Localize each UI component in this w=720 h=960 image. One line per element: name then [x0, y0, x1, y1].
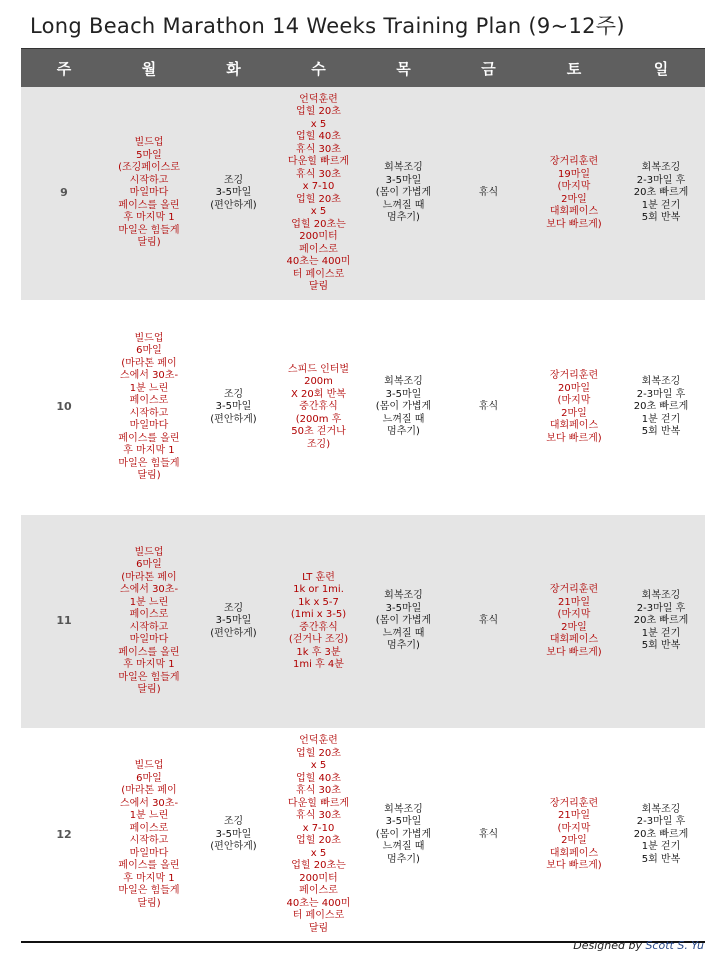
tuesday-cell: 조깅 3-5마일 (편안하게)	[210, 388, 257, 425]
sunday-cell: 회복조깅 2-3마일 후 20초 빠르게 1분 걷기 5회 반복	[633, 162, 689, 224]
header-week: 주	[56, 59, 72, 78]
credit-name: Scott S. Yu	[645, 939, 704, 952]
week-number: 9	[60, 186, 68, 200]
table-row	[21, 300, 705, 515]
header-fri: 금	[481, 59, 496, 78]
sunday-cell: 회복조깅 2-3마일 후 20초 빠르게 1분 걷기 5회 반복	[633, 803, 689, 865]
saturday-cell: 장거리훈련 20마일 (마지막 2마일 대회페이스 보다 빠르게)	[546, 370, 602, 444]
tuesday-cell: 조깅 3-5마일 (편안하게)	[210, 174, 257, 211]
table-row	[21, 515, 705, 728]
table-row	[21, 87, 705, 300]
week-number: 10	[56, 400, 72, 414]
week-number: 12	[56, 827, 72, 841]
saturday-cell: 장거리훈련 19마일 (마지막 2마일 대회페이스 보다 빠르게)	[546, 156, 602, 230]
saturday-cell: 장거리훈련 21마일 (마지막 2마일 대회페이스 보다 빠르게)	[546, 797, 602, 871]
thursday-cell: 회복조깅 3-5마일 (몸이 가볍게 느껴질 때 멈추기)	[375, 803, 432, 865]
monday-cell: 빌드업 6마일 (마라톤 페이 스에서 30초- 1분 느린 페이스로 시작하고 마일마다 페이스를 올린 후 마지막 1 마일은 힘들게 달림)	[118, 546, 180, 695]
wednesday-cell: 스피드 인터벌 200m X 20회 반복 중간휴식 (200m 후 50초 걷거나 조깅)	[287, 363, 350, 450]
friday-cell: 휴식	[478, 615, 499, 627]
thursday-cell: 회복조깅 3-5마일 (몸이 가볍게 느껴질 때 멈추기)	[375, 162, 432, 224]
thursday-cell: 회복조깅 3-5마일 (몸이 가볍게 느껴질 때 멈추기)	[375, 590, 432, 652]
header-mon: 월	[141, 59, 157, 78]
header-sat: 토	[566, 59, 582, 78]
friday-cell: 휴식	[478, 828, 499, 840]
page-title: Long Beach Marathon 14 Weeks Training Plan (9~12주)	[30, 14, 625, 38]
wednesday-cell: LT 훈련 1k or 1mi. 1k x 5-7 (1mi x 3-5) 중간휴식 (걷거나 조깅) 1k 후 3분 1mi 후 4분	[288, 571, 349, 670]
tuesday-cell: 조깅 3-5마일 (편안하게)	[210, 816, 257, 853]
header-thu: 목	[396, 59, 411, 78]
tuesday-cell: 조깅 3-5마일 (편안하게)	[210, 602, 257, 639]
sunday-cell: 회복조깅 2-3마일 후 20초 빠르게 1분 걷기 5회 반복	[633, 590, 689, 652]
saturday-cell: 장거리훈련 21마일 (마지막 2마일 대회페이스 보다 빠르게)	[546, 584, 602, 658]
designer-credit	[573, 939, 704, 952]
friday-cell: 휴식	[478, 401, 499, 413]
thursday-cell: 회복조깅 3-5마일 (몸이 가볍게 느껴질 때 멈추기)	[375, 376, 432, 438]
monday-cell: 빌드업 6마일 (마라톤 페이 스에서 30초- 1분 느린 페이스로 시작하고 마일마다 페이스를 올린 후 마지막 1 마일은 힘들게 달림)	[118, 760, 180, 909]
header-wed: 수	[311, 59, 326, 78]
table-row	[21, 728, 705, 942]
wednesday-cell: 언덕훈련 업힐 20초 x 5 업힐 40초 휴식 30초 다운힐 빠르게 휴식 30초 x 7-10 업힐 20초 x 5 업힐 20초는 200미터 페이스로 40초는 400미 터 페이스로 달림	[286, 93, 351, 292]
header-tue: 화	[226, 59, 241, 78]
week-number: 11	[56, 614, 72, 628]
sunday-cell: 회복조깅 2-3마일 후 20초 빠르게 1분 걷기 5회 반복	[633, 376, 689, 438]
wednesday-cell: 언덕훈련 업힐 20초 x 5 업힐 40초 휴식 30초 다운힐 빠르게 휴식 30초 x 7-10 업힐 20초 x 5 업힐 20초는 200미터 페이스로 40초는 400미 터 페이스로 달림	[286, 735, 351, 934]
header-sun: 일	[653, 59, 669, 78]
table-header	[21, 48, 705, 87]
monday-cell: 빌드업 6마일 (마라톤 페이 스에서 30초- 1분 느린 페이스로 시작하고 마일마다 페이스를 올린 후 마지막 1 마일은 힘들게 달림)	[118, 332, 180, 481]
credit-prefix: Designed by	[573, 939, 642, 952]
monday-cell: 빌드업 5마일 (조깅페이스로 시작하고 마일마다 페이스를 올린 후 마지막 1 마일은 힘들게 달림)	[118, 137, 180, 249]
friday-cell: 휴식	[478, 187, 499, 199]
training-table	[21, 48, 705, 942]
